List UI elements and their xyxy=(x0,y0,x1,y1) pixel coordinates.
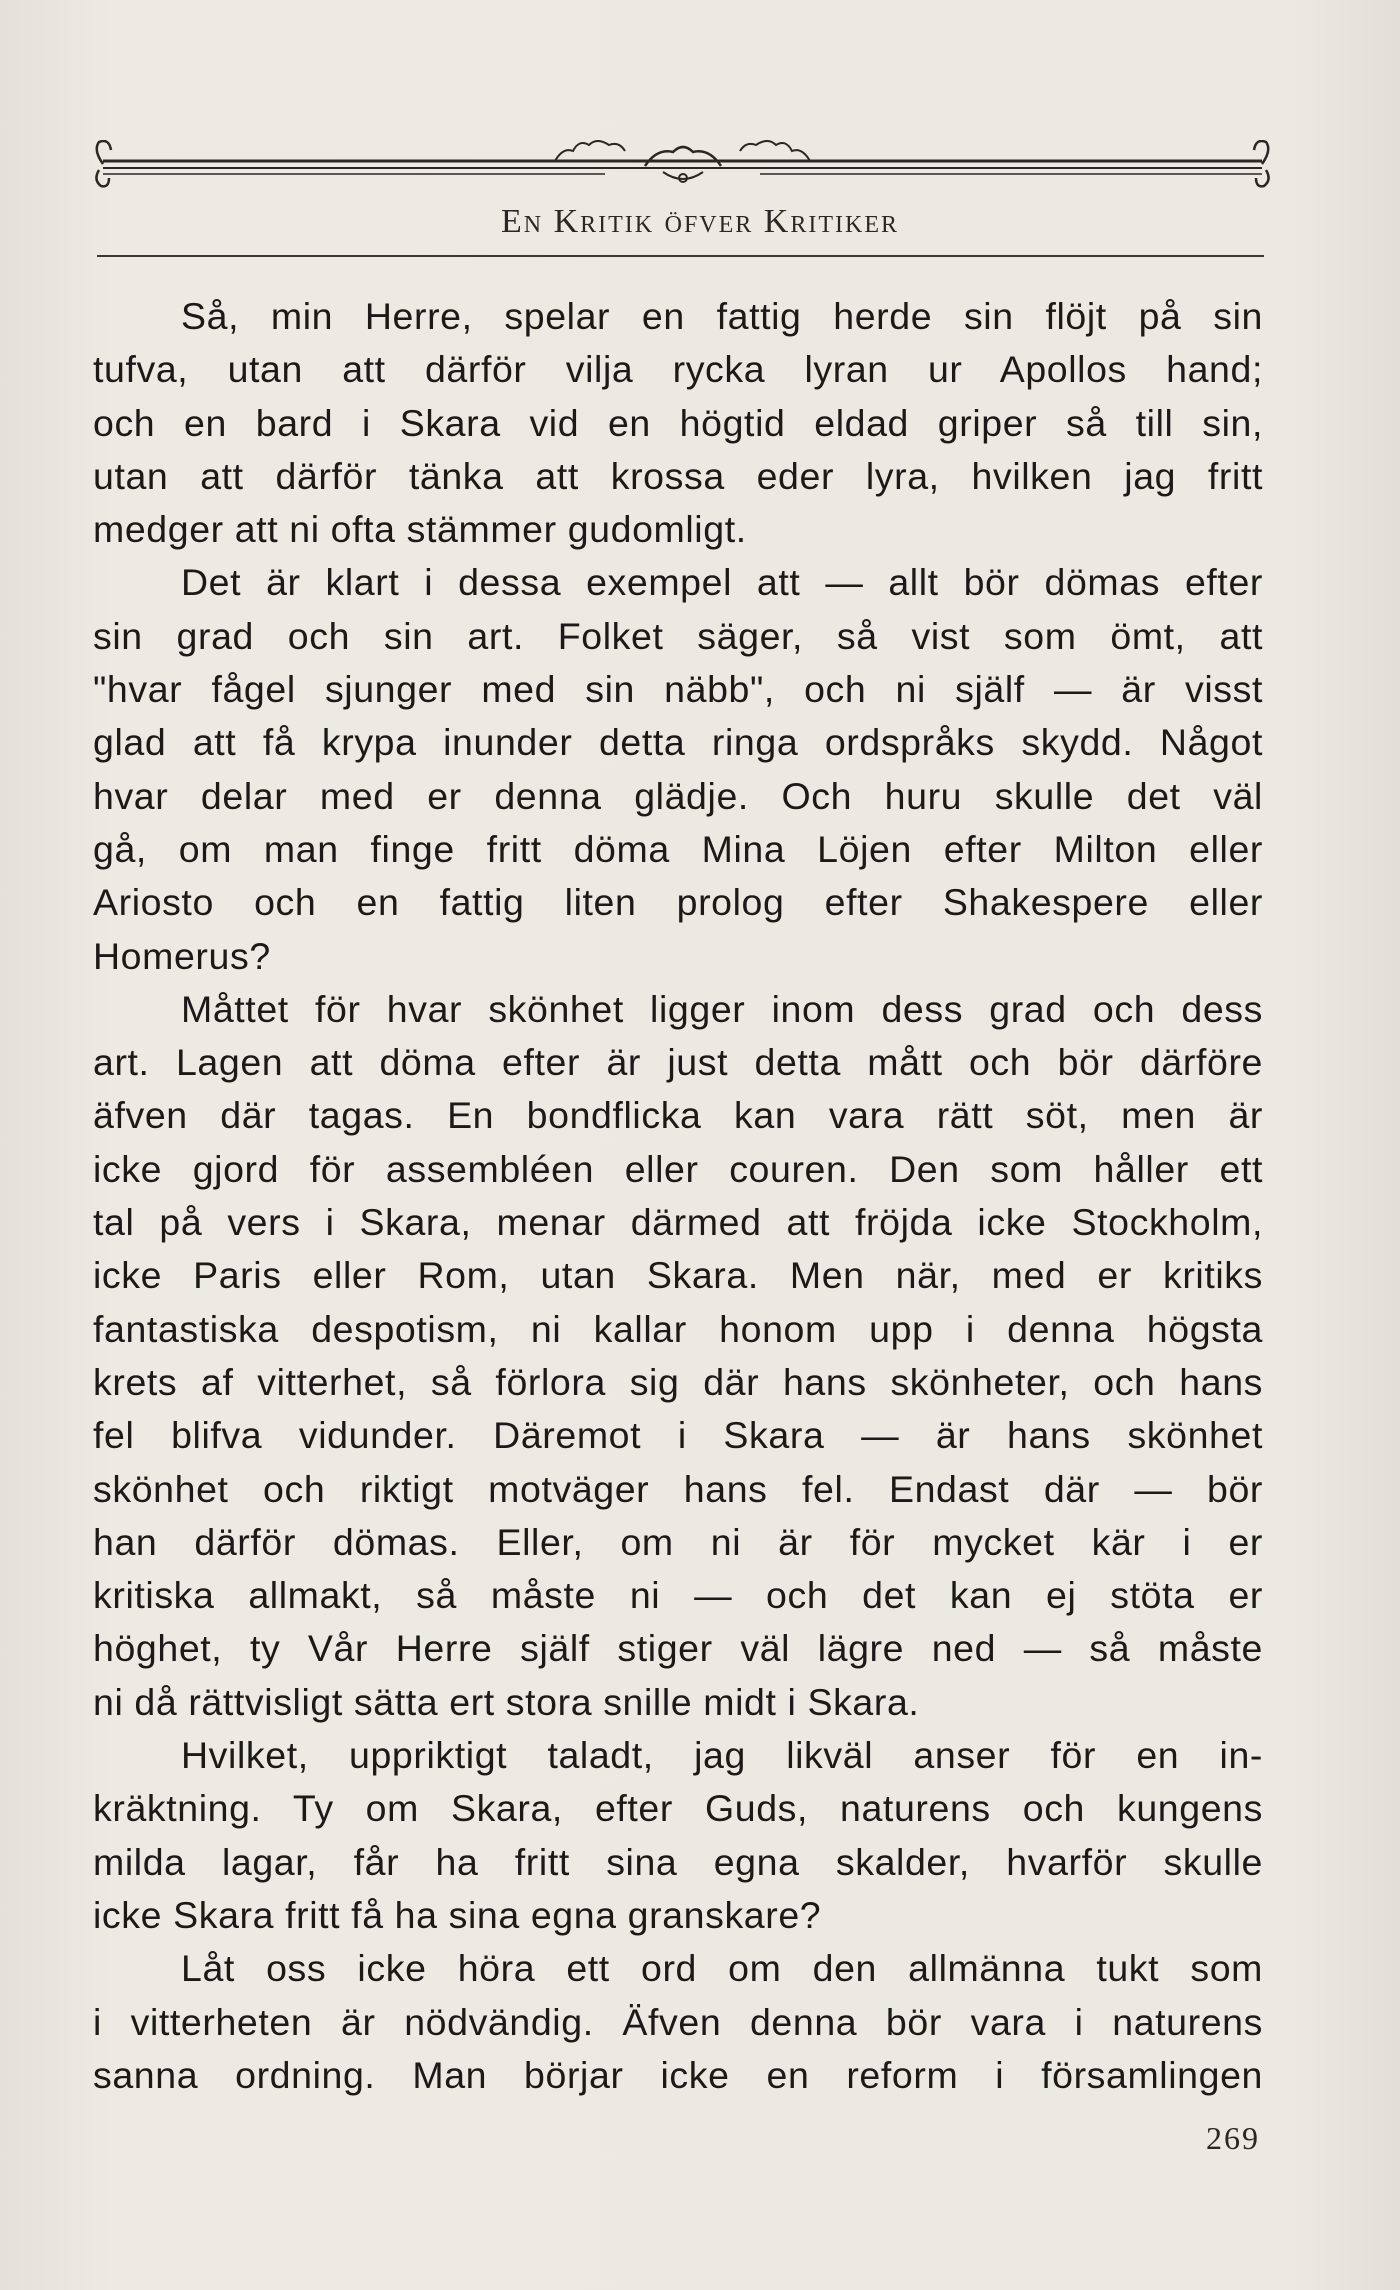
text-line: medger att ni ofta stämmer gudomligt. xyxy=(93,508,747,551)
text-line: i vitterheten är nödvändig. Äfven denna bör vara i naturens xyxy=(93,2000,1263,2043)
text-line: hvar delar med er denna glädje. Och huru skulle det väl xyxy=(93,774,1263,817)
text-line: icke Paris eller Rom, utan Skara. Men när, med er kritiks xyxy=(93,1254,1263,1297)
text-line: kräktning. Ty om Skara, efter Guds, naturens och kungens xyxy=(93,1787,1263,1830)
text-line: icke gjord för assembléen eller couren. Den som håller ett xyxy=(93,1147,1263,1190)
text-line: höghet, ty Vår Herre själf stiger väl lägre ned — så måste xyxy=(93,1627,1263,1670)
text-line: skönhet och riktigt motväger hans fel. Endast där — bör xyxy=(93,1467,1263,1510)
text-line: Det är klart i dessa exempel att — allt bör dömas efter xyxy=(181,561,1263,604)
text-line: kritiska allmakt, så måste ni — och det kan ej stöta er xyxy=(93,1574,1263,1617)
text-line: fantastiska despotism, ni kallar honom upp i denna högsta xyxy=(93,1307,1263,1350)
text-line: och en bard i Skara vid en högtid eldad griper så till sin, xyxy=(93,401,1263,444)
text-line: art. Lagen att döma efter är just detta mått och bör därföre xyxy=(93,1041,1263,1084)
text-line: sin grad och sin art. Folket säger, så vist som ömt, att xyxy=(93,614,1263,657)
text-line: krets af vitterhet, så förlora sig där hans skönheter, och hans xyxy=(93,1360,1263,1403)
text-line: gå, om man finge fritt döma Mina Löjen efter Milton eller xyxy=(93,827,1263,870)
text-line: han därför dömas. Eller, om ni är för mycket kär i er xyxy=(93,1520,1263,1563)
text-line: Homerus? xyxy=(93,934,271,977)
text-line: ni då rättvisligt sätta ert stora snille midt i Skara. xyxy=(93,1680,920,1723)
text-line: Hvilket, uppriktigt taladt, jag likväl anser för en in- xyxy=(181,1734,1263,1777)
text-line: tal på vers i Skara, menar därmed att fröjda icke Stockholm, xyxy=(93,1201,1263,1244)
page-number: 269 xyxy=(1206,2120,1260,2156)
text-line: äfven där tagas. En bondflicka kan vara rätt söt, men är xyxy=(93,1094,1263,1137)
ornamental-rule-icon xyxy=(85,140,1280,210)
body-text xyxy=(93,290,1263,2102)
running-header: En Kritik öfver Kritiker xyxy=(500,203,900,240)
text-line: Ariosto och en fattig liten prolog efter Shakespere eller xyxy=(93,881,1263,924)
text-line: Låt oss icke höra ett ord om den allmänna tukt som xyxy=(181,1947,1263,1990)
text-line: glad att få krypa inunder detta ringa ordspråks skydd. Något xyxy=(93,721,1263,764)
text-line: "hvar fågel sjunger med sin näbb", och ni själf — är visst xyxy=(93,668,1263,711)
text-line: tufva, utan att därför vilja rycka lyran ur Apollos hand; xyxy=(93,348,1263,391)
text-line: icke Skara fritt få ha sina egna granskare? xyxy=(93,1893,822,1936)
text-line: fel blifva vidunder. Däremot i Skara — är hans skönhet xyxy=(93,1414,1263,1457)
text-line: milda lagar, får ha fritt sina egna skalder, hvarför skulle xyxy=(93,1840,1263,1883)
text-line: sanna ordning. Man börjar icke en reform i församlingen xyxy=(93,2053,1263,2096)
text-line: Måttet för hvar skönhet ligger inom dess grad och dess xyxy=(181,987,1263,1030)
text-line: Så, min Herre, spelar en fattig herde sin flöjt på sin xyxy=(181,295,1263,337)
header-rule xyxy=(97,255,1264,257)
text-line: utan att därför tänka att krossa eder lyra, hvilken jag fritt xyxy=(93,454,1263,497)
